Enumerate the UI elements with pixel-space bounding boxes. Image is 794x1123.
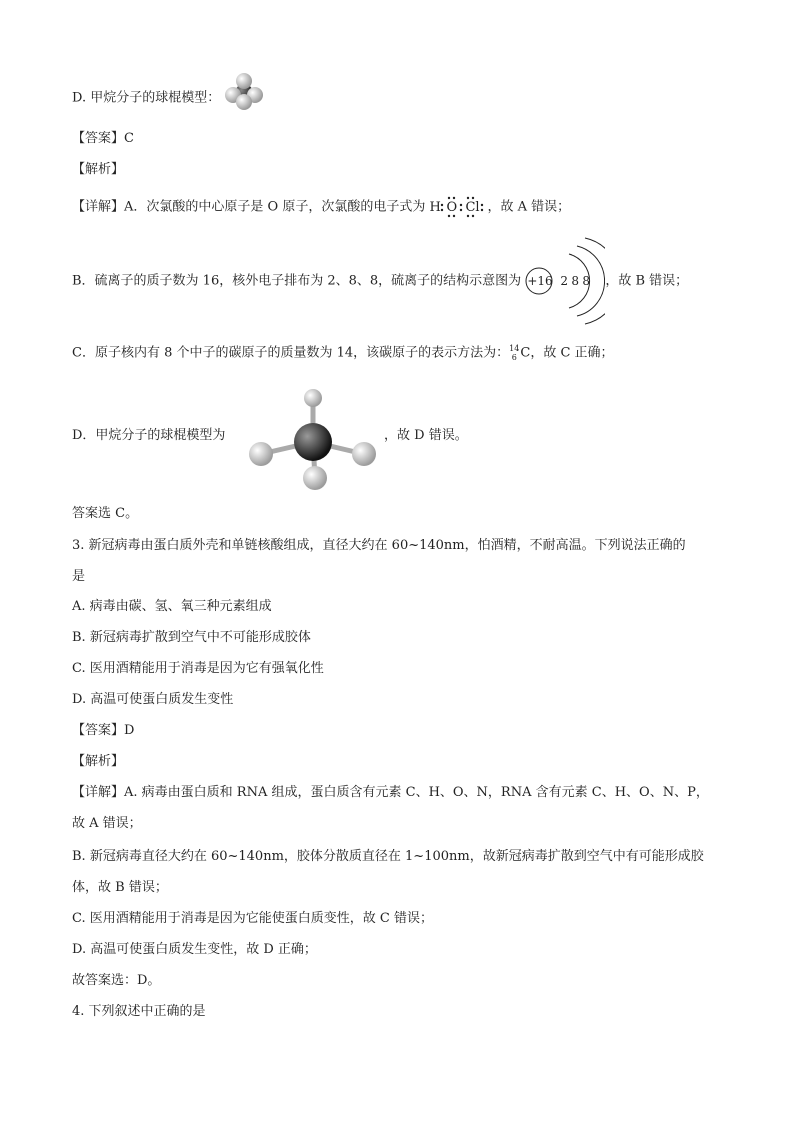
isotope-mass-number: 14 [509,344,520,353]
q2-detail-c-end: ，故 C 正确； [530,345,614,361]
q2-detail-c [72,344,614,363]
q2-detail-tag: 【详解】 [72,199,125,215]
q3-option-a: A. 病毒由碳、氢、氧三种元素组成 [72,599,272,614]
prev-option-d-text: D. 甲烷分子的球棍模型： [72,90,221,106]
q3-detail-c: C. 医用酒精能用于消毒是因为它能使蛋白质变性，故 C 错误； [72,911,433,926]
q3-stem-line1: 3. 新冠病毒由蛋白质外壳和单链核酸组成，直径大约在 60~140nm，怕酒精，不耐高温。下列说法正确的 [72,538,686,553]
q3-answer-value: D [124,723,135,738]
formula-h: H [429,200,441,215]
sulfide-ion-structure-diagram [525,236,605,326]
q2-detail-c-text: C．原子核内有 8 个中子的碳原子的质量数为 14，该碳原子的表示方法为： [72,345,510,361]
q2-detail-a [72,196,570,218]
q3-stem-line2: 是 [72,569,86,584]
q3-option-d: D. 高温可使蛋白质发生变性 [72,692,234,707]
q3-answer-tag: 【答案】 [72,723,125,738]
isotope-symbol: C [520,345,531,361]
q3-detail-a-line1-text: A. 病毒由蛋白质和 RNA 组成，蛋白质含有元素 C、H、O、N，RNA 含有元素 C、H、O、N、P， [124,785,709,800]
q2-detail-d-text: D．甲烷分子的球棍模型为 [72,428,226,443]
q3-conclusion: 故答案选：D。 [72,973,161,988]
q4-stem: 4. 下列叙述中正确的是 [72,1004,206,1019]
q3-option-c: C. 医用酒精能用于消毒是因为它有强氧化性 [72,661,324,676]
q3-detail-b-line1: B. 新冠病毒直径大约在 60~140nm，胶体分散质直径在 1~100nm，故新冠病毒扩散到空气中有可能形成胶 [72,849,704,864]
electron-dots-icon [429,196,487,218]
nucleus-charge: +16 [527,274,553,288]
q2-answer-value: C [124,131,134,146]
q2-detail-a-end: ，故 A 错误； [487,199,571,215]
q2-answer [72,130,134,148]
q2-detail-b [72,272,688,291]
q2-analysis-tag: 【解析】 [72,162,125,177]
q2-detail-b-end: ，故 B 错误； [605,273,689,289]
prev-option-d [72,84,264,112]
q3-detail-d: D. 高温可使蛋白质发生变性，故 D 正确； [72,942,317,957]
q3-answer [72,722,134,740]
q2-conclusion: 答案选 C。 [72,506,139,521]
formula-cl: Cl [465,200,480,215]
isotope-atomic-number: 6 [511,353,517,362]
methane-small-model-image [224,72,264,112]
methane-ball-stick-model-image [243,384,383,496]
q2-detail-d-end: ，故 D 错误。 [384,428,468,443]
shell-1-electrons: 2 [560,274,568,288]
q3-option-b: B. 新冠病毒扩散到空气中不可能形成胶体 [72,630,311,645]
shell-3-electrons: 8 [582,274,590,288]
carbon-isotope-notation [509,344,519,362]
q2-detail-b-text: B．硫离子的质子数为 16，核外电子排布为 2、8、8，硫离子的结构示意图为 [72,273,522,289]
shell-2-electrons: 8 [571,274,579,288]
q3-detail-tag: 【详解】 [72,785,125,800]
q3-detail-a-line2: 故 A 错误； [72,816,142,831]
q2-detail-a-text: A．次氯酸的中心原子是 O 原子，次氯酸的电子式为 [124,199,426,215]
q3-analysis-tag: 【解析】 [72,754,125,769]
q2-answer-tag: 【答案】 [72,131,125,146]
hclo-electron-formula [429,196,487,218]
q3-detail-b-line2: 体，故 B 错误； [72,880,168,895]
q3-detail-a-line1 [72,784,709,802]
formula-o: O [446,200,458,215]
